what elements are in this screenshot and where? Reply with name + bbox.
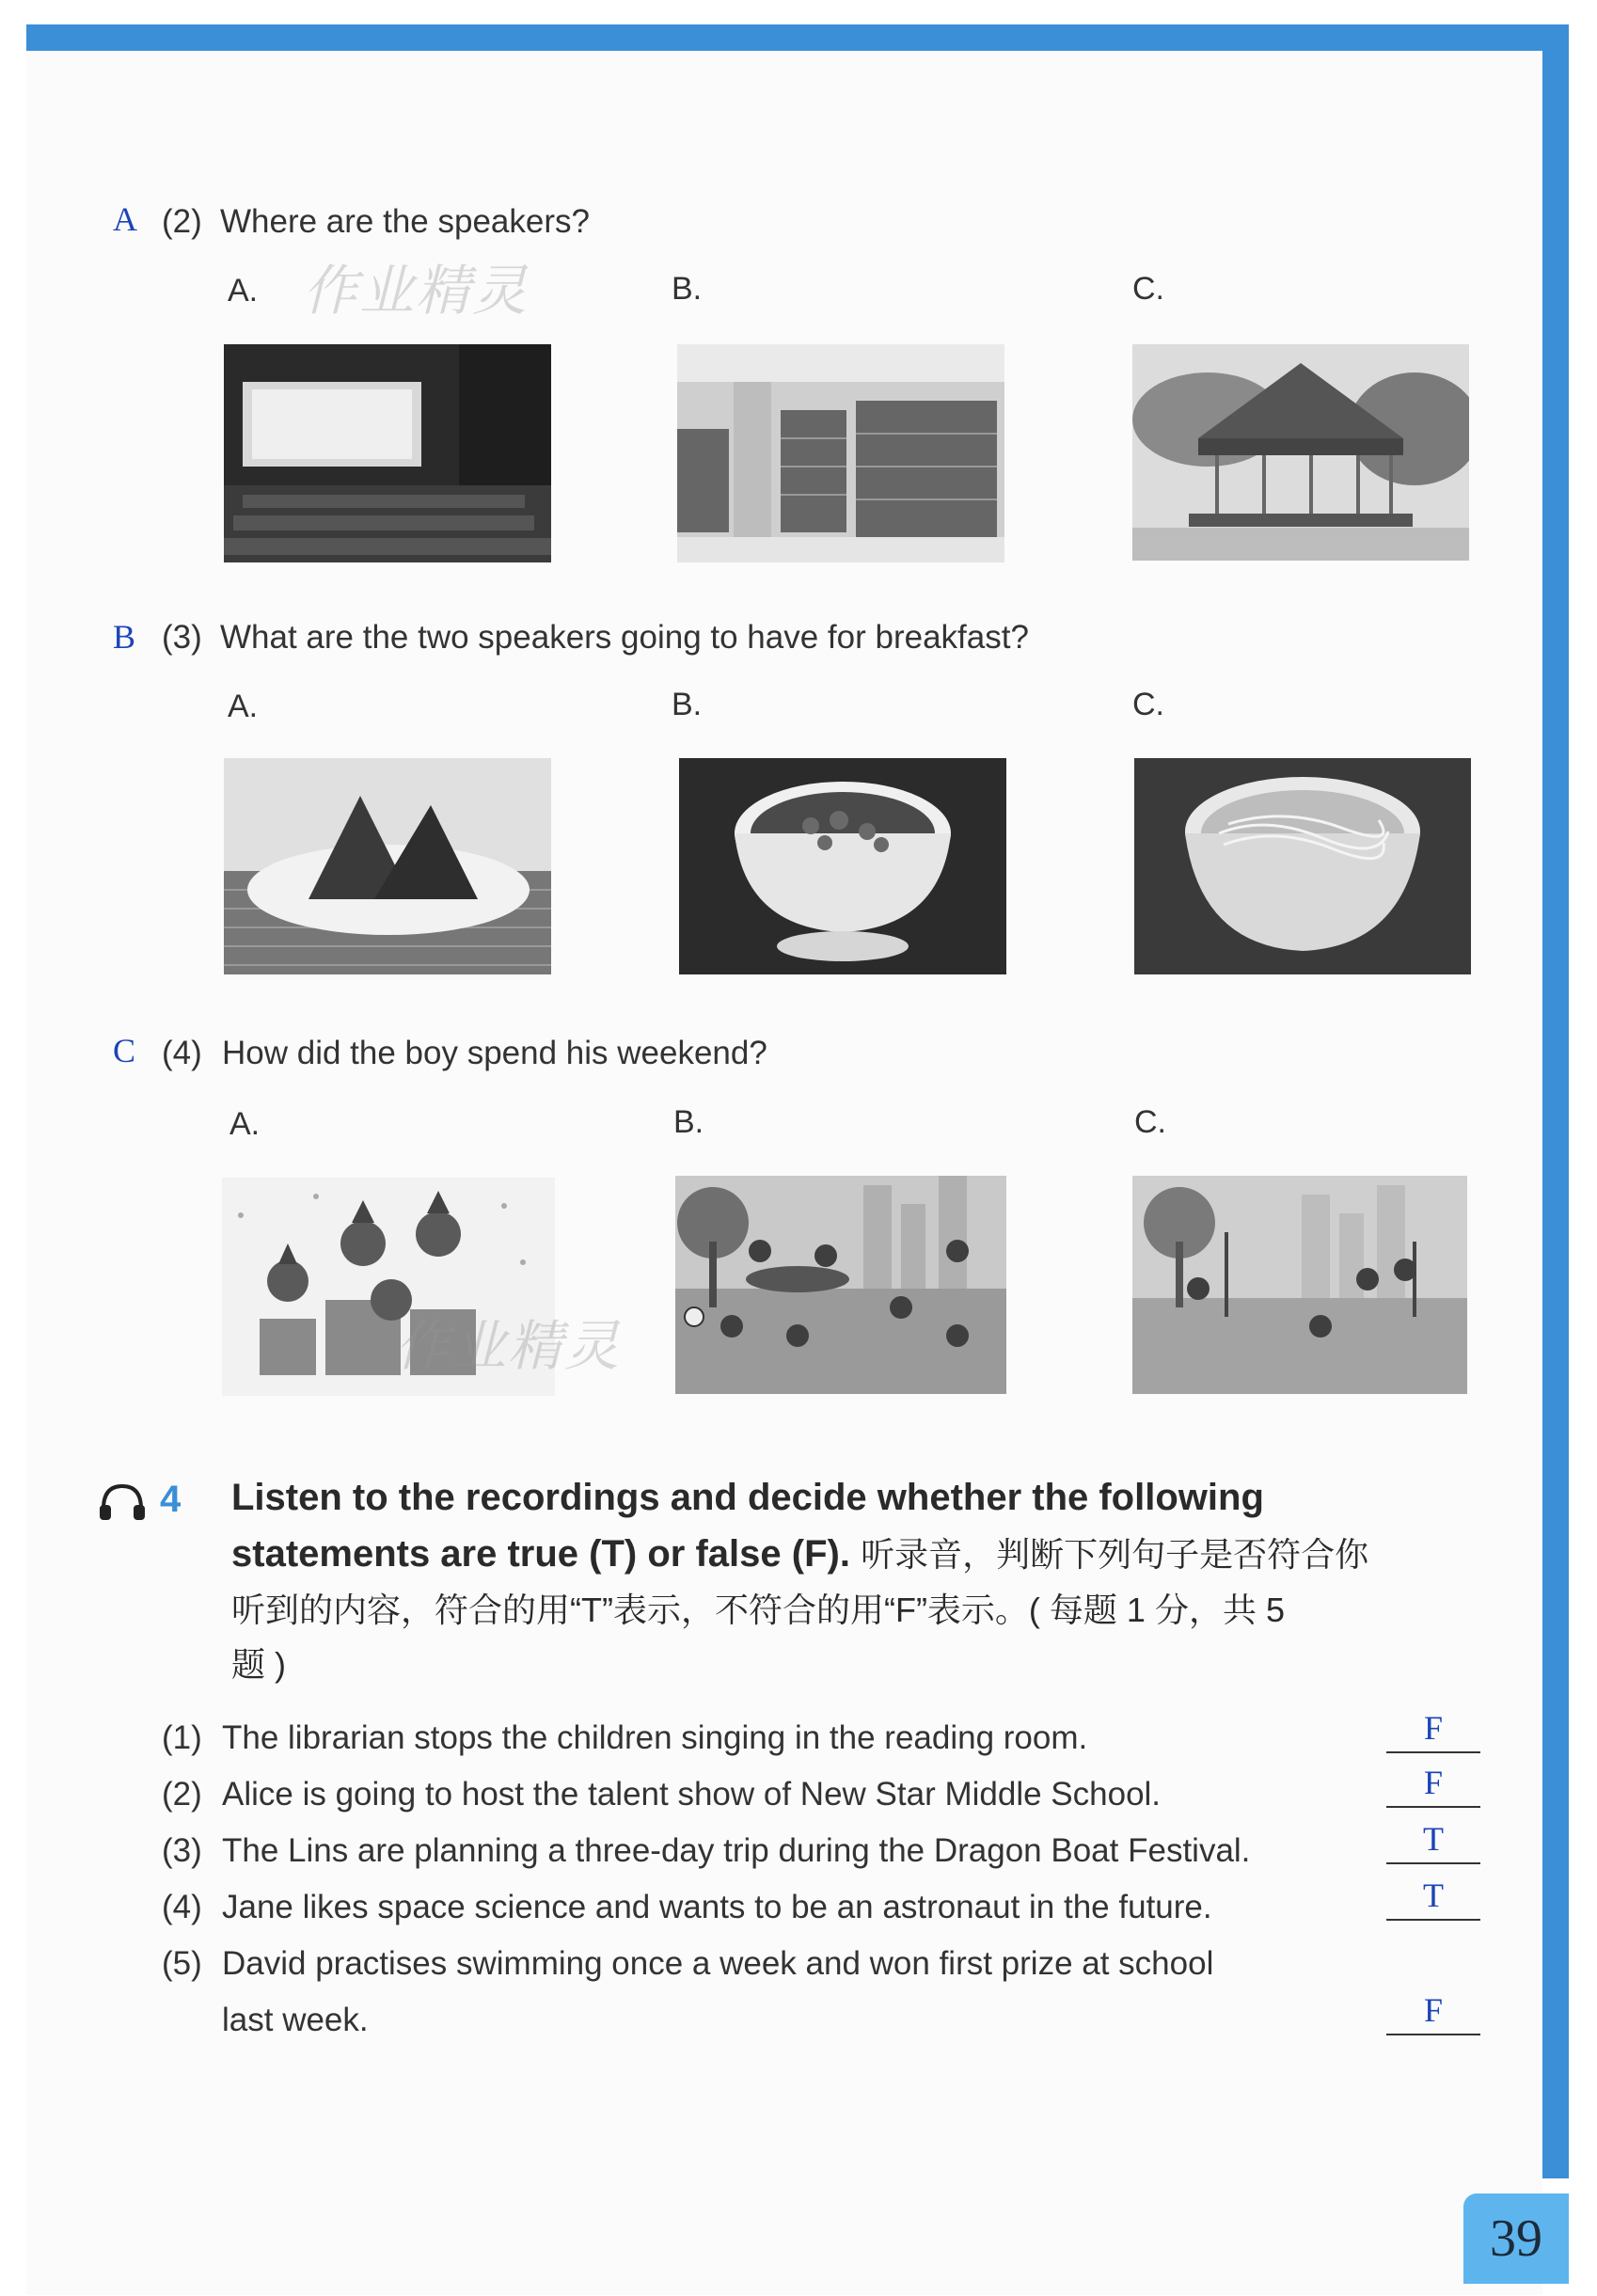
statement-text: Alice is going to host the talent show of New Star Middle School. (222, 1776, 1162, 1813)
question-number: (4) (162, 1035, 202, 1071)
cinema-photo[interactable] (224, 344, 551, 562)
park-games-illustration[interactable] (675, 1176, 1006, 1394)
statement-text: David practises swimming once a week and won first prize at school (222, 1945, 1214, 1982)
handwritten-answer: F (1423, 1764, 1444, 1801)
section-title-en: Listen to the recordings and decide whether the following statements are true (T) or false (F). (231, 1477, 1264, 1575)
right-color-bar (1542, 24, 1569, 2178)
section-title-cn-1: 听录音，判断下列句子是否符合你 (861, 1535, 1369, 1574)
statement-number: (1) (162, 1719, 202, 1756)
handwritten-answer: F (1423, 1991, 1444, 2029)
option-label: B. (672, 687, 703, 722)
answer-blank[interactable] (1386, 1764, 1480, 1808)
library-photo[interactable] (677, 344, 1004, 562)
statement-number: (5) (162, 1945, 202, 1982)
zongzi-photo[interactable] (224, 758, 551, 974)
question-text: What are the two speakers going to have for breakfast? (220, 619, 1029, 656)
statement-number: (4) (162, 1889, 202, 1925)
headphones-icon (98, 1481, 147, 1522)
statement (162, 1832, 1250, 1870)
option-label: C. (1132, 687, 1164, 722)
bean-soup-photo[interactable] (679, 758, 1006, 974)
carousel-photo[interactable] (1132, 344, 1469, 561)
answer-blank[interactable] (1386, 1876, 1480, 1921)
statement-number: (2) (162, 1776, 202, 1813)
option-label: A. (228, 689, 259, 724)
handwritten-answer: A (113, 200, 137, 238)
option-label: C. (1132, 271, 1164, 307)
statement-text: The Lins are planning a three-day trip during the Dragon Boat Festival. (222, 1832, 1251, 1869)
option-label: A. (228, 273, 259, 309)
question-number: (2) (162, 203, 202, 240)
statement (162, 1889, 1212, 1926)
tree-planting-illustration[interactable] (1132, 1176, 1467, 1394)
section-instructions (231, 1469, 1473, 1692)
answer-blank[interactable] (1386, 1709, 1480, 1753)
answer-blank[interactable] (1386, 1991, 1480, 2035)
section-title-cn-2: 听到的内容，符合的用“T”表示，不符合的用“F”表示。( 每题 1 分，共 5 (231, 1591, 1285, 1629)
watermark: 作业精灵 (395, 1316, 622, 1377)
section-number: 4 (160, 1479, 182, 1520)
answer-blank[interactable] (1386, 1820, 1480, 1864)
question-number: (3) (162, 619, 202, 656)
handwritten-answer: B (113, 618, 136, 656)
noodles-photo[interactable] (1134, 758, 1471, 974)
section-title-cn-3: 题 ) (231, 1645, 286, 1684)
handwritten-answer: C (113, 1032, 136, 1069)
top-color-bar (26, 24, 1569, 51)
option-label: B. (673, 1104, 704, 1140)
page-number: 39 (1463, 2193, 1569, 2284)
question-text: Where are the speakers? (220, 203, 590, 240)
statement (162, 1945, 1213, 1983)
question-text: How did the boy spend his weekend? (222, 1035, 767, 1071)
option-label: A. (229, 1106, 261, 1142)
option-label: B. (672, 271, 703, 307)
statement (162, 1719, 1087, 1757)
handwritten-answer: F (1423, 1709, 1444, 1747)
statement-continuation: last week. (222, 2002, 369, 2038)
handwritten-answer: T (1423, 1820, 1444, 1858)
option-label: C. (1134, 1104, 1166, 1140)
handwritten-answer: T (1423, 1876, 1444, 1914)
statement-text: The librarian stops the children singing in the reading room. (222, 1719, 1088, 1756)
statement (162, 1776, 1161, 1813)
statement-text: Jane likes space science and wants to be an astronaut in the future. (222, 1889, 1212, 1925)
watermark: 作业精灵 (303, 261, 530, 322)
statement-number: (3) (162, 1832, 202, 1869)
